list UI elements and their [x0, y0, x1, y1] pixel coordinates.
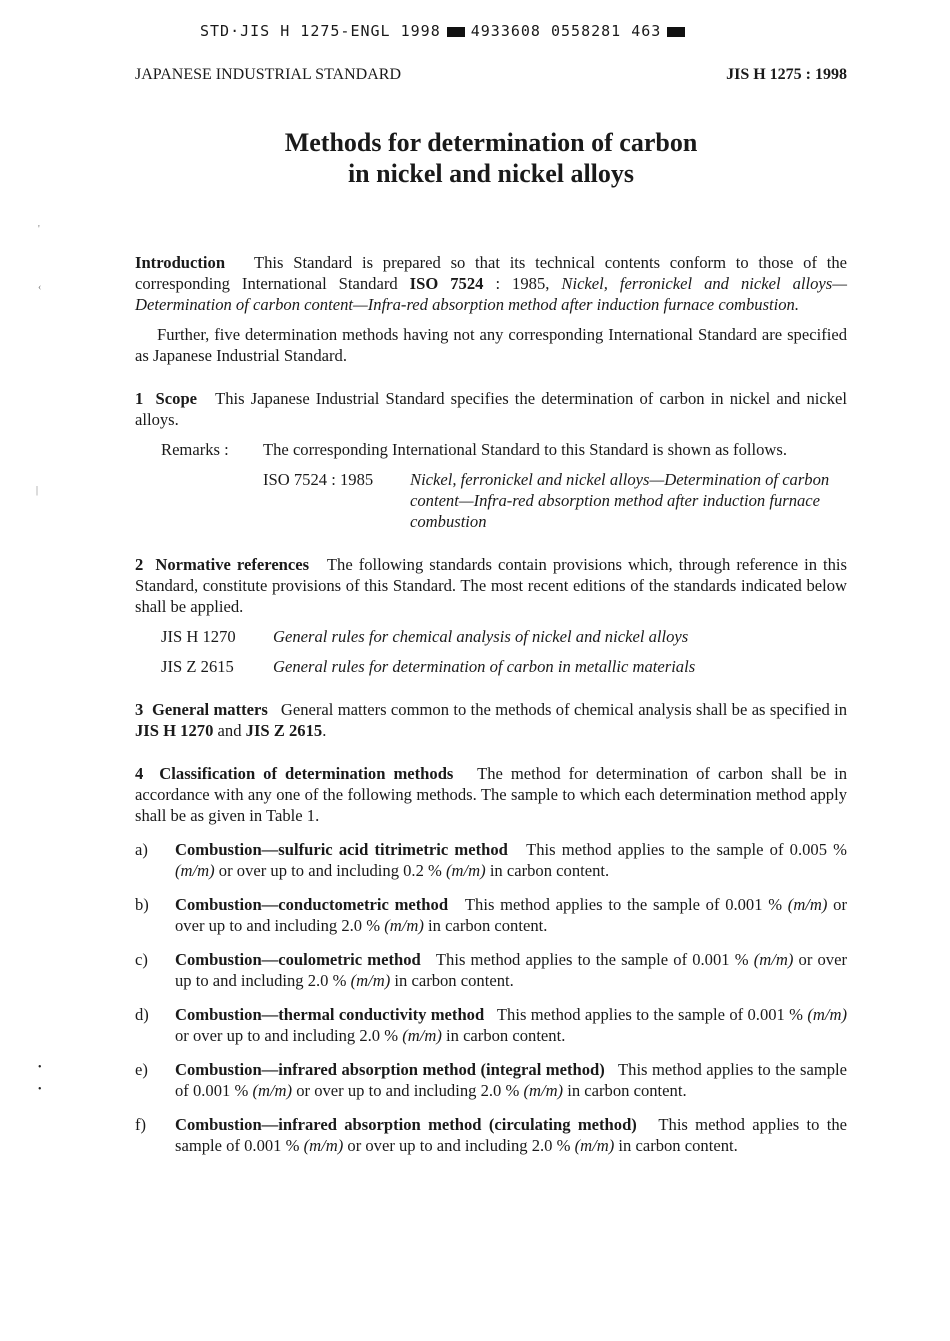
title-line-2: in nickel and nickel alloys: [347, 159, 635, 188]
header-standard-name: JAPANESE INDUSTRIAL STANDARD: [135, 66, 401, 83]
reference-code: JIS Z 2615: [161, 657, 234, 676]
margin-mark: |: [36, 485, 39, 496]
stamp-left: STD·JIS H 1275-ENGL 1998: [200, 22, 441, 40]
method-item: a) Combustion—sulfuric acid titrimetric method This method applies to the sample of 0.005 % (m/m) or over up to and including 0.2 % (m/m) in carbon content.: [135, 840, 847, 880]
margin-mark: •: [38, 1062, 42, 1073]
margin-mark: ‹: [38, 282, 42, 293]
iso-reference-code: ISO 7524 : 1985: [263, 470, 374, 489]
method-name: Combustion—infrared absorption method (circulating method): [175, 1115, 637, 1134]
reference-code: JIS H 1270: [161, 627, 236, 646]
reference-row: [161, 656, 847, 677]
iso-reference-title: Nickel, ferronickel and nickel alloys—Determination of carbon content—Infra-red absorption method after induction furnace combustion: [410, 470, 830, 531]
section-classification: 4 Classification of determination methods The method for determination of carbon shall be in accordance with any one of the following methods. The sample to which each determination method apply shall be as given in Table 1.: [135, 764, 847, 825]
header-standard-number: JIS H 1275 : 1998: [726, 66, 847, 83]
stamp-block: [447, 27, 465, 37]
section-heading: Normative references: [155, 555, 310, 574]
iso-reference: [263, 469, 847, 532]
method-item: e) Combustion—infrared absorption method (integral method) This method applies to the sample of 0.001 % (m/m) or over up to and including 2.0 % (m/m) in carbon content.: [135, 1060, 847, 1100]
method-item: f) Combustion—infrared absorption method (circulating method) This method applies to the sample of 0.001 % (m/m) or over up to and including 2.0 % (m/m) in carbon content.: [135, 1115, 847, 1155]
method-name: Combustion—infrared absorption method (integral method): [175, 1060, 605, 1079]
document-body: [135, 252, 847, 1156]
item-marker: a): [135, 840, 148, 859]
introduction-paragraph-2: Further, five determination methods having not any corresponding International Standard are specified as Japanese Industrial Standard.: [135, 325, 847, 365]
margin-mark: ': [38, 224, 40, 235]
method-item: c) Combustion—coulometric method This method applies to the sample of 0.001 % (m/m) or over up to and including 2.0 % (m/m) in carbon content.: [135, 950, 847, 990]
section-general-matters: 3 General matters General matters common to the methods of chemical analysis shall be as specified in JIS H 1270 and JIS Z 2615.: [135, 700, 848, 740]
item-marker: f): [135, 1115, 147, 1134]
introduction-heading: Introduction: [135, 253, 226, 272]
method-name: Combustion—conductometric method: [175, 895, 449, 914]
method-name: Combustion—coulometric method: [175, 950, 421, 969]
introduction-paragraph: Introduction This Standard is prepared so that its technical contents conform to those of the corresponding International Standard ISO 7524 : 1985, Nickel, ferronickel and nickel alloys—Determination of carbon content—Infra-red absorption method after induction furnace combustion.: [135, 253, 847, 314]
method-name: Combustion—sulfuric acid titrimetric method: [175, 840, 508, 859]
method-item: b) Combustion—conductometric method This method applies to the sample of 0.001 % (m/m) or over up to and including 2.0 % (m/m) in carbon content.: [135, 895, 847, 935]
item-marker: d): [135, 1005, 149, 1024]
section-normative-references: 2 Normative references The following standards contain provisions which, through reference in this Standard, constitute provisions of this Standard. The most recent editions of the standards indicated below shall be applied.: [135, 555, 847, 616]
item-marker: b): [135, 895, 149, 914]
stamp-block: [667, 27, 685, 37]
section-heading: Classification of determination methods: [159, 764, 454, 783]
method-item: d) Combustion—thermal conductivity method This method applies to the sample of 0.001 % (m/m) or over up to and including 2.0 % (m/m) in carbon content.: [135, 1005, 847, 1045]
title-line-1: Methods for determination of carbon: [284, 128, 698, 157]
item-marker: c): [135, 950, 148, 969]
remarks: [161, 439, 847, 460]
remarks-text: The corresponding International Standard to this Standard is shown as follows.: [263, 440, 787, 459]
reference-title: General rules for chemical analysis of nickel and nickel alloys: [273, 627, 689, 646]
stamp-right: 4933608 0558281 463: [470, 22, 662, 40]
section-heading: Scope: [155, 389, 198, 408]
reference-title: General rules for determination of carbon in metallic materials: [273, 657, 696, 676]
method-name: Combustion—thermal conductivity method: [175, 1005, 485, 1024]
document-title: [135, 127, 847, 189]
section-scope: 1 Scope This Japanese Industrial Standard specifies the determination of carbon in nickel and nickel alloys.: [135, 389, 847, 429]
item-marker: e): [135, 1060, 148, 1079]
remarks-label: Remarks :: [161, 440, 229, 459]
margin-mark: •: [38, 1084, 42, 1095]
reference-row: [161, 626, 847, 647]
section-heading: General matters: [152, 700, 268, 719]
document-stamp: [200, 22, 691, 40]
